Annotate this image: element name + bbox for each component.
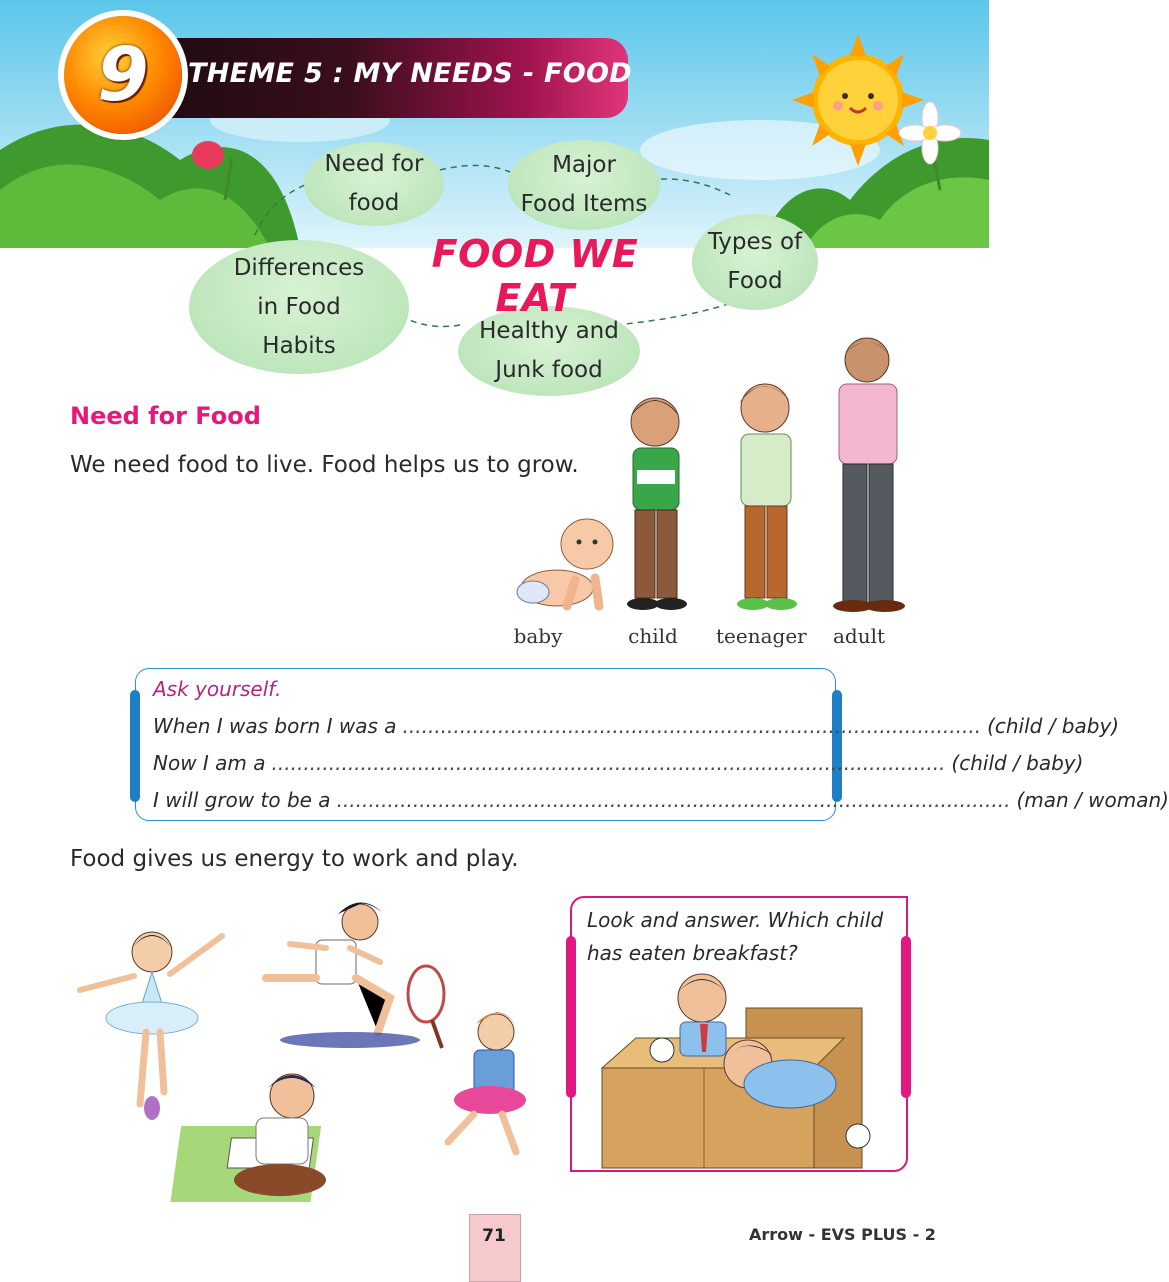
growth-stages-illustration — [495, 330, 935, 620]
stage-label-adult: adult — [832, 624, 886, 648]
topic-bubble-healthy-and-junk-food: Healthy and Junk food — [458, 306, 640, 396]
page-number-box — [469, 1214, 521, 1282]
book-name: Arrow - EVS PLUS - 2 — [749, 1225, 936, 1244]
ask-line-options: (child / baby) — [987, 714, 1120, 738]
ask-yourself-heading: Ask yourself. — [153, 677, 282, 701]
tennis-girl-figure — [408, 966, 526, 1152]
answer-blank[interactable]: .......................................................................................................... — [336, 788, 1011, 812]
look-box-left-bracket — [566, 936, 576, 1098]
child-figure — [627, 398, 687, 610]
topic-bubble-types-of-food: Types of Food — [692, 214, 818, 310]
answer-blank[interactable]: ........................................................................................... — [402, 714, 982, 738]
ballerina-figure — [80, 932, 222, 1120]
topic-bubble-need-for-food: Need for food — [304, 142, 444, 226]
ask-box-right-bracket — [832, 690, 842, 802]
stage-label-teenager: teenager — [716, 624, 807, 648]
teenager-figure — [737, 384, 797, 610]
alert-child-figure — [678, 974, 726, 1056]
activities-illustration — [70, 892, 560, 1212]
page-number: 71 — [482, 1226, 506, 1246]
look-box-right-bracket — [901, 936, 911, 1098]
ask-line-grow — [153, 788, 1169, 812]
chapter-number: 9 — [97, 32, 149, 118]
look-and-answer-question: Look and answer. Which child has eaten breakfast? — [587, 908, 884, 965]
ask-line-text: Now I am a — [153, 751, 266, 775]
ask-line-now — [153, 751, 1084, 775]
section-heading: Need for Food — [70, 402, 261, 430]
ask-box-left-bracket — [130, 690, 140, 802]
reading-boy-figure — [170, 1074, 326, 1202]
ask-line-options: (man / woman) — [1016, 788, 1169, 812]
intro-text: We need food to live. Food helps us to grow. — [70, 452, 579, 478]
theme-title: THEME 5 : MY NEEDS - FOOD — [188, 58, 632, 89]
runner-figure — [266, 902, 420, 1048]
ask-line-text: When I was born I was a — [153, 714, 397, 738]
mind-map-title: FOOD WE EAT — [431, 232, 639, 320]
answer-blank[interactable]: .......................................................................................................... — [271, 751, 946, 775]
ask-line-options: (child / baby) — [951, 751, 1084, 775]
ask-line-text: I will grow to be a — [153, 788, 331, 812]
topic-bubble-major-food-items: Major Food Items — [508, 140, 660, 230]
classroom-children-illustration — [596, 968, 880, 1172]
baby-figure — [517, 519, 613, 606]
adult-figure — [833, 338, 905, 612]
ask-line-born — [153, 714, 1120, 738]
topic-bubble-differences-in-food-habits: Differences in Food Habits — [189, 240, 409, 374]
stage-label-baby: baby — [513, 624, 563, 648]
energy-text: Food gives us energy to work and play. — [70, 846, 519, 872]
stage-label-child: child — [628, 624, 678, 648]
